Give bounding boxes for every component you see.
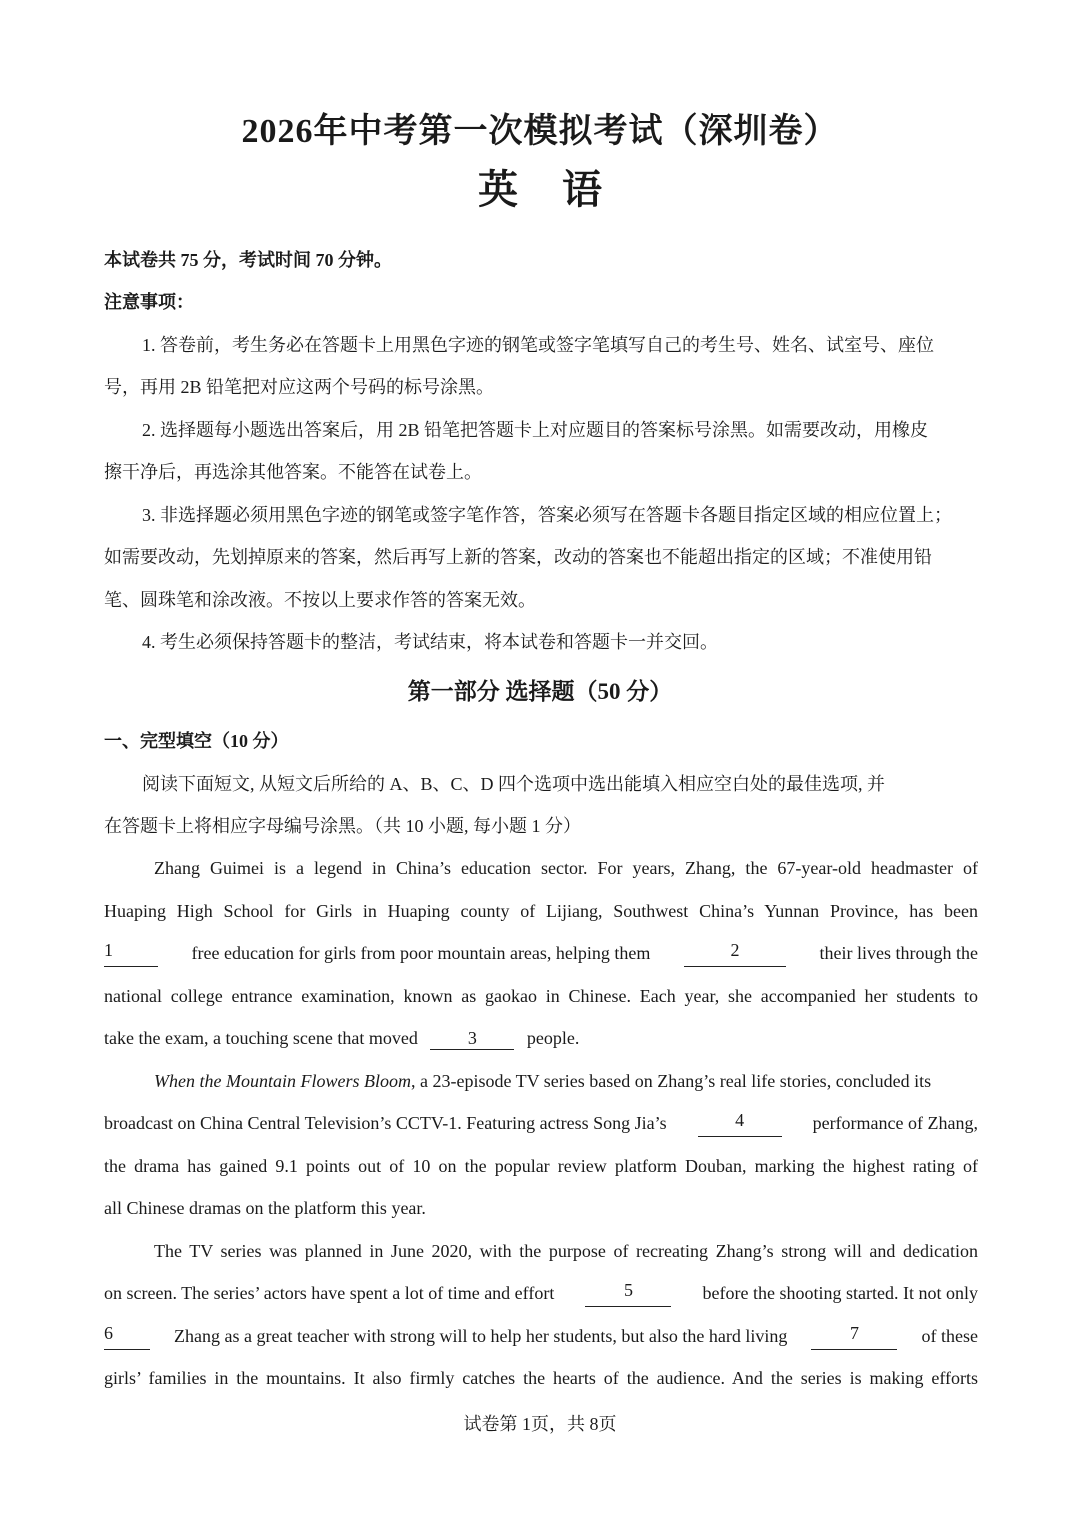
cloze-blank-7: 7 (811, 1322, 897, 1350)
cloze-instructions-line-1: 阅读下面短文, 从短文后所给的 A、B、C、D 四个选项中选出能填入相应空白处的最佳选项, 并 (142, 774, 886, 794)
passage-p1-line-1: Zhang Guimei is a legend in China’s education sector. For years, Zhang, the 67-year-old headmaster of (154, 858, 978, 878)
passage-text: take the exam, a touching scene that moved (104, 1028, 418, 1048)
exam-title: 2026年中考第一次模拟考试（深圳卷） (241, 113, 839, 150)
passage-p1-line-3 (104, 939, 978, 967)
cloze-blank-6: 6 (104, 1322, 150, 1350)
cloze-section-heading: 一、完型填空（10 分） (104, 731, 289, 751)
note-3-line-2: 如需要改动，先划掉原来的答案，然后再写上新的答案，改动的答案也不能超出指定的区域；不准使用铅 (104, 547, 932, 567)
passage-p3-line-2 (104, 1279, 978, 1307)
part-one-heading: 第一部分 选择题（50 分） (407, 679, 673, 704)
passage-text: their lives through the (819, 943, 978, 963)
notice-heading: 注意事项： (104, 292, 194, 312)
passage-p2-line-3: the drama has gained 9.1 points out of 10 on the popular review platform Douban, marking the highest rating of (104, 1156, 978, 1176)
tv-series-title: When the Mountain Flowers Bloom (154, 1071, 411, 1091)
note-2-line-1: 2. 选择题每小题选出答案后，用 2B 铅笔把答题卡上对应题目的答案标号涂黑。如需要改动，用橡皮 (142, 420, 929, 440)
page-footer: 试卷第 1页，共 8页 (463, 1414, 617, 1434)
passage-text: broadcast on China Central Television’s CCTV-1. Featuring actress Song Jia’s (104, 1113, 667, 1133)
passage-p2-line-2 (104, 1109, 978, 1137)
passage-p3-line-3 (104, 1322, 978, 1350)
passage-p2-line-1 (154, 1067, 978, 1095)
passage-text: of these (921, 1326, 978, 1346)
passage-text: free education for girls from poor mountain areas, helping them (191, 943, 651, 963)
cloze-blank-2: 2 (684, 939, 786, 967)
passage-p3-line-4: girls’ families in the mountains. It also firmly catches the hearts of the audience. And the series is making efforts (104, 1368, 978, 1388)
passage-text: , a 23-episode TV series based on Zhang’s real life stories, concluded its (410, 1071, 932, 1091)
cloze-blank-5: 5 (585, 1279, 671, 1307)
cloze-instructions-line-2: 在答题卡上将相应字母编号涂黑。（共 10 小题, 每小题 1 分） (104, 816, 581, 836)
passage-text: performance of Zhang, (812, 1113, 978, 1133)
passage-p1-line-2: Huaping High School for Girls in Huaping county of Lijiang, Southwest China’s Yunnan Province, has been (104, 901, 978, 921)
cloze-blank-4: 4 (698, 1109, 782, 1137)
passage-p1-line-4: national college entrance examination, known as gaokao in Chinese. Each year, she accompanied her students to (104, 986, 978, 1006)
exam-summary: 本试卷共 75 分，考试时间 70 分钟。 (104, 250, 392, 270)
note-4-line-1: 4. 考生必须保持答题卡的整洁，考试结束，将本试卷和答题卡一并交回。 (142, 632, 718, 652)
passage-p2-line-4: all Chinese dramas on the platform this year. (104, 1198, 426, 1218)
exam-subject: 英语 (478, 167, 646, 212)
note-3-line-1: 3. 非选择题必须用黑色字迹的钢笔或签字笔作答，答案必须写在答题卡各题目指定区域的相应位置上； (142, 505, 952, 525)
cloze-blank-3: 3 (430, 1027, 514, 1050)
passage-text: Zhang as a great teacher with strong will to help her students, but also the hard living (174, 1326, 788, 1346)
cloze-blank-1: 1 (104, 939, 158, 967)
note-3-line-3: 笔、圆珠笔和涂改液。不按以上要求作答的答案无效。 (104, 590, 536, 610)
note-2-line-2: 擦干净后，再选涂其他答案。不能答在试卷上。 (104, 462, 482, 482)
passage-text: before the shooting started. It not only (702, 1283, 978, 1303)
note-1-line-1: 1. 答卷前，考生务必在答题卡上用黑色字迹的钢笔或签字笔填写自己的考生号、姓名、试室号、座位 (142, 335, 934, 355)
passage-text: people. (526, 1028, 580, 1048)
passage-p1-line-5 (104, 1024, 978, 1052)
passage-text: on screen. The series’ actors have spent a lot of time and effort (104, 1283, 555, 1303)
passage-p3-line-1: The TV series was planned in June 2020, with the purpose of recreating Zhang’s strong will and dedication (154, 1241, 978, 1261)
note-1-line-2: 号，再用 2B 铅笔把对应这两个号码的标号涂黑。 (104, 377, 495, 397)
